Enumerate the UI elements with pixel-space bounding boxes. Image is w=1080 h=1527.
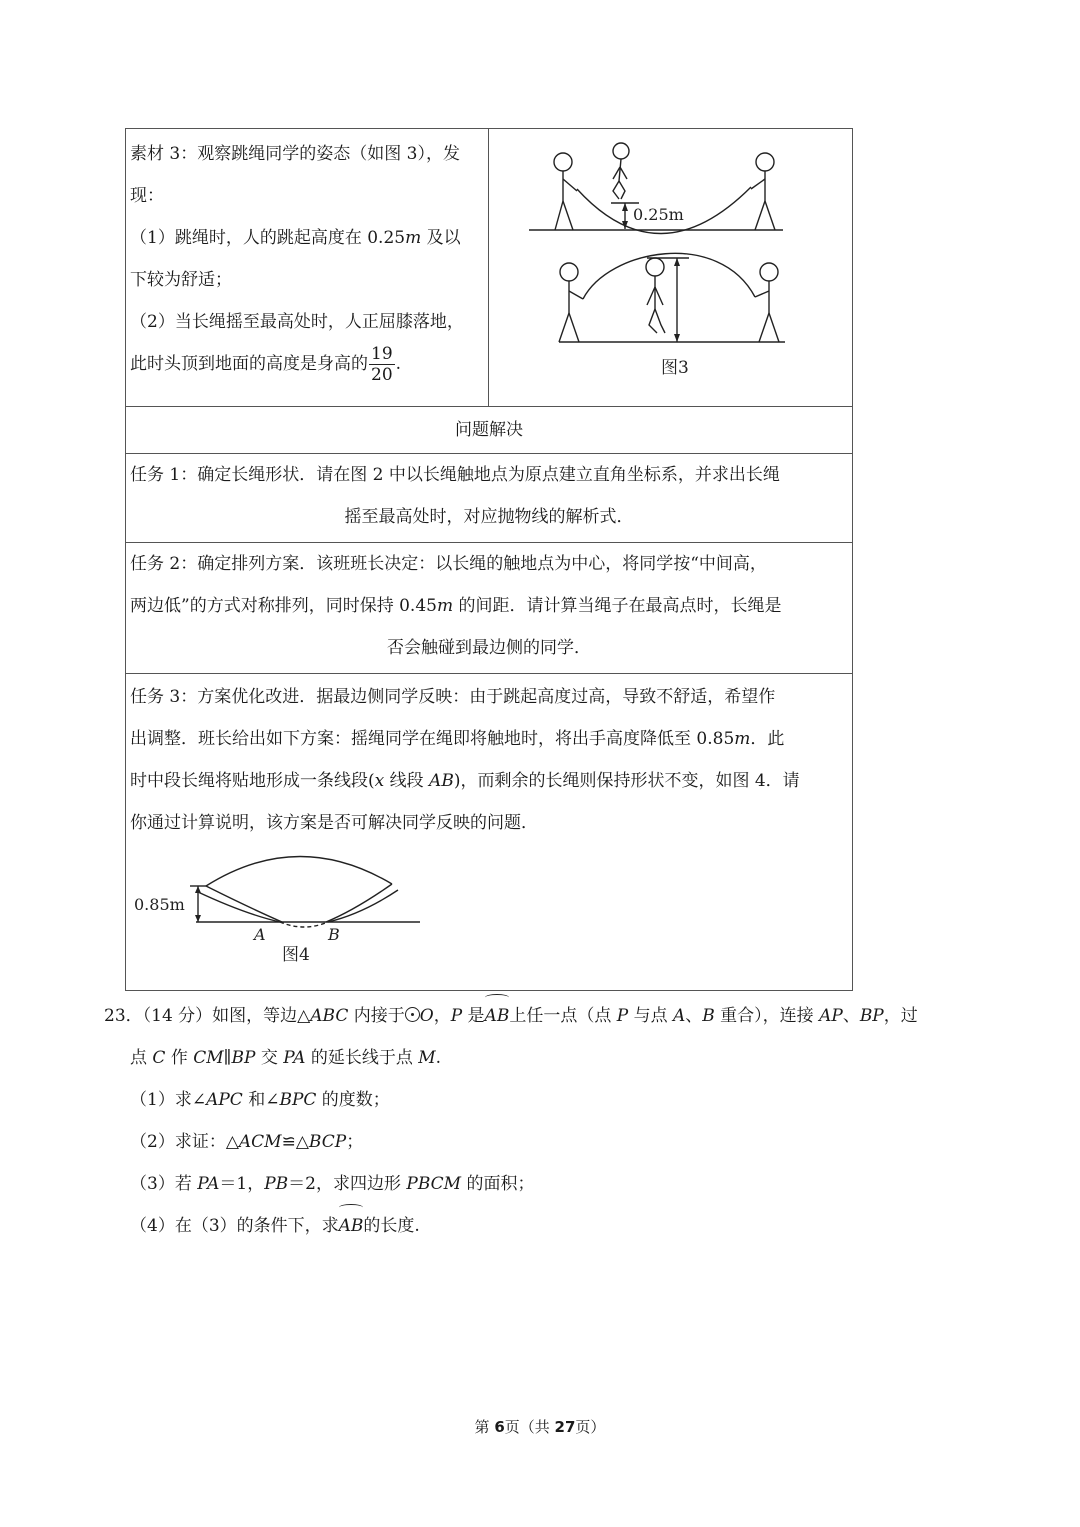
task1-line1: 任务 1：确定长绳形状．请在图 2 中以长绳触地点为原点建立直角坐标系，并求出长绳	[130, 465, 780, 485]
task3-cell	[126, 674, 853, 991]
point-b-label: B	[328, 925, 340, 944]
material3-line2: 现：	[130, 186, 164, 206]
q23-part1: （1）求∠APC 和∠BPC 的度数；	[130, 1090, 390, 1110]
task1-line2: 摇至最高处时，对应抛物线的解析式．	[344, 507, 634, 527]
material3-line1: 素材 3：观察跳绳同学的姿态（如图 3），发	[130, 144, 460, 164]
page-total: 27	[554, 1418, 576, 1436]
arc-ab: AB	[485, 995, 510, 1037]
material3-row	[126, 129, 853, 407]
q23-part2: （2）求证：△ACM≌△BCP；	[130, 1132, 364, 1152]
q23-line1: 23．（14 分）如图，等边△ABC 内接于 O，P 是AB上任一点（点 P 与点 A、B 重合），连接 AP、BP，过	[104, 995, 1004, 1037]
figure3	[489, 129, 852, 401]
material3-line5: （2）当长绳摇至最高处时，人正屈膝落地，	[130, 312, 464, 332]
material3-line3: （1）跳绳时，人的跳起高度在 0.25m 及以	[130, 228, 461, 248]
task2-line3: 否会触碰到最边侧的同学．	[387, 638, 591, 658]
task2-cell	[126, 543, 853, 674]
task1-row	[126, 454, 853, 543]
circle-symbol-icon	[405, 1007, 420, 1022]
material3-text-cell	[126, 129, 489, 407]
task3-line4: 你通过计算说明，该方案是否可解决同学反映的问题．	[130, 813, 538, 833]
fraction: $\frac{19}{20}$	[371, 344, 393, 385]
jump-height-label: 0.25m	[633, 205, 684, 224]
figure4-height-label: 0.85m	[134, 895, 185, 914]
task2-line2: 两边低”的方式对称排列，同时保持 0.45m 的间距．请计算当绳子在最高点时，长绳是	[130, 596, 782, 616]
q23-part4: （4）在（3）的条件下，求AB的长度.	[104, 1205, 1004, 1247]
figure3-cell	[489, 129, 853, 407]
task2-row	[126, 543, 853, 674]
section-title: 问题解决	[455, 420, 523, 440]
q23-line2: 点 C 作 CM∥BP 交 PA 的延长线于点 M.	[130, 1048, 442, 1068]
arc-ab-2: AB	[339, 1205, 364, 1247]
problem-table	[125, 128, 853, 991]
page-number: 6	[494, 1418, 505, 1436]
figure4	[130, 848, 430, 974]
material3-line4: 下较为舒适；	[130, 270, 232, 290]
figure3-caption: 图3	[661, 358, 689, 378]
page-footer: 第 6页（共 27页）	[474, 1418, 606, 1436]
task3-row	[126, 674, 853, 991]
task3-line3: 时中段长绳将贴地形成一条线段(x 线段 AB)，而剩余的长绳则保持形状不变，如图 4．请	[130, 771, 800, 791]
task2-line1: 任务 2：确定排列方案．该班班长决定：以长绳的触地点为中心，将同学按“中间高，	[130, 554, 767, 574]
section-title-cell	[126, 407, 853, 454]
task3-line1: 任务 3：方案优化改进．据最边侧同学反映：由于跳起高度过高，导致不舒适，希望作	[130, 687, 776, 707]
task3-line2: 出调整．班长给出如下方案：摇绳同学在绳即将触地时，将出手高度降低至 0.85m．此	[130, 729, 785, 749]
figure4-caption: 图4	[282, 945, 310, 965]
point-a-label: A	[254, 925, 266, 944]
task1-cell	[126, 454, 853, 543]
q23-part3: （3）若 PA＝1，PB＝2，求四边形 PBCM 的面积；	[130, 1174, 535, 1194]
material3-line6: 此时头顶到地面的高度是身高的 $\frac{19}{20}$ .	[130, 344, 402, 385]
section-title-row	[126, 407, 853, 454]
question-23	[104, 995, 1004, 1247]
